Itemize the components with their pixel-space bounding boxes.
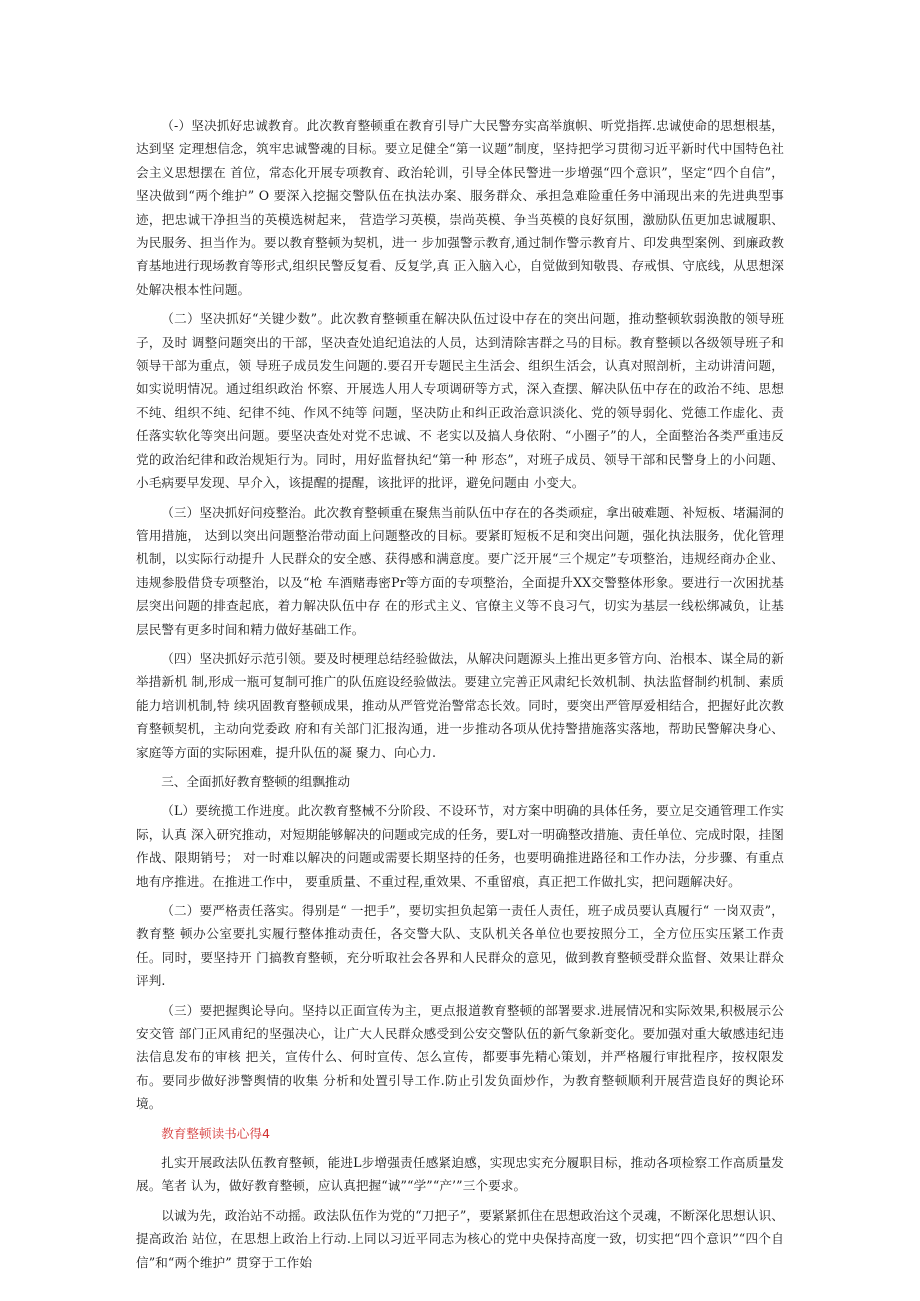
paragraph-public-opinion: （三）要把握舆论导向。坚持以正面宣传为主，更点报道教育整顿的部署要求.进展情况和实际效果,积极展示公安交管 部门正风甫纪的坚强决心，让广大人民群众感受到公安交警队伍的新气象新变化。要加强对重大敏感违纪违法信息发布的审核 把关，宣传什么、何时宣传、怎么宣传，都要事先精心策划，并严格履行审批程序，按权限发布。要同步做好涉警舆情的收集 分析和处置引导工作.防止引发负面炒作，为教育整顿顺利开展营造良好的舆论环境。	[136, 1002, 784, 1112]
paragraph-loyalty-education: （-）坚决抓好忠诚教育。此次教育整顿重在教育引导广大民警夯实高举旗帜、听党指挥.忠诚使命的思想根基，达到坚 定理想信念，筑牢忠诚警魂的目标。要立足健全“第一议题”制度，坚持把学习贯彻习近平新时代中国特色社会主义思想摆在 首位，常态化开展专项教育、政治轮训，引导全体民警进一步增强“四个意识”，坚定“四个自信”，坚决做到“两个维护” O 要深入挖掘交警队伍在执法办案、服务群众、承担急难险重任务中涌现出来的先进典型事迹，把忠诚干净担当的英模选树起来， 营造学习英模，崇尚英模、争当英模的良好氛围，激励队伍更加忠诚履职、为民服务、担当作为。要以教育整顿为契机，进一 步加强警示教育,通过制作警示教育片、印发典型案例、到廉政教育基地进行现场教育等形式,组织民警反复看、反复学,真 正入脑入心，自觉做到知敬畏、存戒惧、守底线，从思想深处解决根本性问题。	[136, 118, 784, 297]
paragraph-work-progress: （L）要统揽工作进度。此次教育整械不分阶段、不设环节，对方案中明确的具体任务，要立足交通管理工作实际，认真 深入研究推动，对短期能够解决的问题或完成的任务，要L对一明确整改措施、责任单位、完成时限，挂图作战、限期销号； 对一时难以解决的问题或需要长期坚持的任务，也要明确推进路径和工作办法，分步骤、有重点地有序推进。在推进工作中， 要重质量、不重过程,重效果、不重留痕，真正把工作做扎实，把问题解决好。	[136, 803, 784, 889]
paragraph-demonstration-guidance: （四）坚决抓好示范引领。要及时梗理总结经验做法，从解决问题源头上推出更多管方向、治根本、谋全局的新举措新机 制,形成一瓶可复制可推广的队伍庭设经验做法。要建立完善正风肃纪长效机制、执法监督制约机制、素质能力培训机制,特 续巩固教育整顿成果，推动从严管党治警常态长效。同时，要突出严管厚爱相结合，把握好此次教育整顿契机，主动向党委政 府和有关部门汇报沟通，进一步推动各项从优持警措施落实落地，帮助民警解决身心、家庭等方面的实际困难，提升队伍的凝 聚力、向心力.	[136, 650, 784, 760]
document-page	[136, 114, 784, 1280]
paragraph-responsibility: （二）要严格责任落实。得别是“ 一把手”，要切实担负起第一责任人责任，班子成员要认真履行“ 一岗双责”，教育整 顿办公室要扎实履行整体推动责任，各交警大队、支队机关各单位也要按照分工，全方位压实压紧工作责任。同时，要坚持开 门搞教育整顿，充分听取社会各界和人民群众的意见，做到教育整顿受群众监督、效果让群众评判.	[136, 903, 784, 989]
paragraph-problem-rectification: （三）坚决抓好问疫整治。此次教育整顿重在聚焦当前队伍中存在的各类顽症，拿出破难题、补短板、堵漏洞的管用措施， 达到以突出问题整治带动面上问题整改的目标。要紧盯短板不足和突出问题，强化执法服务，优化管理机制，以实际行动提升 人民群众的安全感、获得感和满意度。要广泛开展“三个规定”专项整治，违规经商办企业、违规参股借贷专项整治，以及“枪 车酒赌毒密Pr等方面的专项整治，全面提升XX交警整体形象。要进行一次困扰基层突出问题的排查起底，着力解决队伍中存 在的形式主义、官僚主义等不良习气，切实为基层一线松绑减负，让基层民警有更多时间和精力做好基础工作。	[136, 504, 784, 637]
section-heading-organization: 三、全面抓好教育整顿的组飘推动	[161, 773, 351, 789]
essay-title: 教育整顿读书心得4	[161, 1125, 270, 1141]
paragraph-key-minority: （二）坚决抓好“关键少数”。此次教育整顿重在解决队伍过设中存在的突出问题，推动整顿软弱涣散的领导班子，及时 调整问题突出的干部，坚决查处追纪追法的人员，达到清除害群之马的目标。教育整顿以各级领导班子和领导干部为重点，领 导班子成员发生问题的.要召开专题民主生活会、组织生活会，认真对照剖析，主动讲清问题，如实说明情况。通过组织政治 怀察、开展选人用人专项调研等方式，深入查摆、解决队伍中存在的政治不纯、思想不纯、组织不纯、纪律不纯、作风不纯等 问题，坚决防止和纠正政治意识淡化、党的领导弱化、党德工作虚化、责任落实软化等突出问题。要坚决查处对党不忠诚、不 老实以及搞人身依附、“小圈子”的人，全面整治各类严重违反党的政治纪律和政治规矩行为。同时，用好监督执纪“第一种 形态”，对班子成员、领导干部和民警身上的小问题、小毛病要早发现、早介入，该提醒的提醒，该批评的批评，避免问题由 小变大。	[136, 311, 784, 491]
paragraph-essay-intro: 扎实开展政法队伍教育整顿，能进L步增强责任感紧迫感，实现忠实充分履职目标，推动各项检察工作高质量发展。笔者 认为，做好教育整顿，应认真把握“诚”“学”“产’”三个要求。	[136, 1155, 784, 1194]
paragraph-essay-sincerity: 以诚为先，政治站不动摇。政法队伍作为党的“刀把子”，要紧紧抓住在思想政治这个灵魂，不断深化思想认识、提高政治 站位，在思想上政治上行动.上同以习近平同志为核心的党中央保持高度一致，切实把“四个意识”“四个自信”和“两个维护” 贯穿于工作始	[136, 1207, 784, 1270]
